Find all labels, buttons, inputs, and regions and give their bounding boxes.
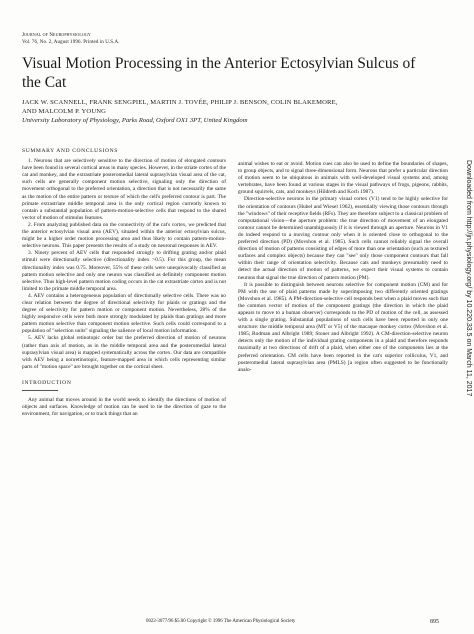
authors-line-2: AND MALCOLM P. YOUNG (22, 107, 107, 115)
heading-rule (22, 390, 58, 391)
journal-header (22, 33, 120, 46)
summary-item: 2. From analyzing published data on the connectivity of the cat's cortex, we predicted that the anterior ectosylvian visual area (AEV), situated within the anterior ectosylvian sulcus, might be a higher order motion processing area and thus likely to contain pattern-motion-selective neurons. This paper presents the results of a study on neuronal responses in AEV. (22, 221, 226, 250)
authors-line-1: JACK W. SCANNELL, FRANK SENGPIEL, MARTIN J. TOVÉE, PHILIP J. BENSON, COLIN BLAKEMORE, (22, 99, 338, 106)
download-note-text[interactable]: Downloaded from http://jn.physiology.org/ by 10.220.33.5 on March 11, 2017 (465, 160, 472, 397)
summary-item: 3. Ninety percent of AEV cells that responded strongly to drifting grating and/or plaid stimuli were directionally selective (directionality index >0.5). For this group, the mean directionality index was 0.75. Moreover, 55% of these cells were unequivocally classified as pattern motion selective and only one neuron was classified as definitely component motion selective. Thus high-level pattern motion coding occurs in the cat extrastriate cortex and is not limited to the primate middle temporal area. (22, 250, 226, 292)
author-list (22, 99, 432, 116)
summary-item: 1. Neurons that are selectively sensitive to the direction of motion of elongated contours have been found in several cortical areas in many species. However, in the striate cortex of the cat and monkey, and the extrastriate posteromedial lateral suprasylvian visual area of the cat, such cells are generally component motion selective, signaling only the direction of movement orthogonal to the preferred orientation, a direction that is not necessarily the same as the motion of the entire pattern or texture of which the cell's preferred contour is part. The primate extrastriate middle temporal area is the only cortical region currently known to contain a substantial population of pattern-motion-selective cells that respond to the shared vector of motion of stimulus features. (22, 158, 226, 221)
right-column (238, 161, 448, 374)
summary-item: 4. AEV contains a heterogeneous population of directionally selective cells. There was no clear relation between the degree of directional selectivity for plaids or gratings and the degree of selectivity for pattern motion or component motion. Nevertheless, 28% of the highly responsive cells were both more strongly modulated by plaids than gratings and more pattern motion selective than component motion selective. Such cells could correspond to a population of "selection units" signaling the salience of local motion information. (22, 292, 226, 335)
body-paragraph: Direction-selective neurons in the primary visual cortex (V1) tend to be highly selective for the orientation of contours (Hubel and Wiesel 1962), essentially viewing those contours through the "windows" of their receptive fields (RFs). They are therefore subject to a classical problem of computational vision—the aperture problem: the true direction of movement of an elongated contour cannot be determined unambiguously if it is viewed through an aperture. Neurons in V1 do indeed respond to a moving contour only when it is oriented close to orthogonal to the preferred direction (PD) (Movshon et al. 1985). Such cells cannot reliably signal the overall direction of motion of patterns consisting of edges of more than one orientation (such as textured surfaces and complex objects) because they can "see" only those component contours that fall within their range of orientation selectivity. Because cats and monkeys presumably need to detect the actual direction of motion of patterns, we expect their visual systems to contain neurons that signal the true direction of pattern motion (PM). (238, 196, 448, 281)
left-column (22, 148, 226, 418)
body-paragraph: It is possible to distinguish between neurons selective for component motion (CM) and for PM with the use of plaid patterns made by superimposing two differently oriented gratings (Movshon et al. 1985). A PM-direction-selective cell responds best when a plaid moves such that the common vector of motion of the component gratings (the direction in which the plaid appears to move to a human observer) corresponds to the PD of motion of the cell, as assessed with a single grating. Substantial populations of such cells have been reported in only one structure: the middle temporal area (MT or V5) of the macaque monkey cortex (Movshon et al. 1985; Rodman and Albright 1989; Stoner and Albright 1992). A CM-direction-selective neuron detects only the motion of the individual grating components in a plaid and therefore responds maximally at two directions of drift of a plaid, when either one of the components lies at the preferred orientation. CM cells have been reported in the cat's superior colliculus, V1, and posteromedial lateral suprasylvian area (PMLS) [a region often suggested to be functionally analo- (238, 281, 448, 373)
page-number: 895 (430, 619, 439, 625)
body-paragraph: animal wishes to eat or avoid. Motion cues can also be used to define the boundaries of shapes, to group objects, and to signal three-dimensional form. Neurons that prefer a particular direction of motion seem to be ubiquitous in animals with well-developed visual systems and, among vertebrates, have been found at various stages in the visual pathways of frogs, pigeons, rabbits, ground squirrels, cats, and monkeys (Hildreth and Koch 1987). (238, 161, 448, 196)
download-watermark (460, 160, 474, 615)
article-title: Visual Motion Processing in the Anterior Ectosylvian Sulcus of the Cat (22, 55, 416, 91)
summary-heading: SUMMARY AND CONCLUSIONS (22, 148, 118, 154)
affiliation: University Laboratory of Physiology, Parks Road, Oxford OX1 3PT, United Kingdom (22, 117, 248, 124)
introduction-heading: INTRODUCTION (22, 379, 72, 386)
copyright-line: 0022-3077/96 $5.00 Copyright © 1996 The American Physiological Society (146, 619, 296, 624)
journal-issue: Vol. 76, No. 2, August 1996. Printed in U.S.A. (22, 39, 120, 45)
introduction-paragraph: Any animal that moves around in the world needs to identify the directions of motion of objects and surfaces. Knowledge of motion can be used to tie the direction of gaze to the environment, for navigation, or to track things that an (22, 397, 226, 418)
summary-item: 5. AEV lacks global retinotopic order but the preferred direction of motion of neurons (rather than axis of motion, as in the middle temporal area and the posteromedial lateral suprasylvian visual area) is mapped systematically across the cortex. Our data are compatible with AEV being a nonretinotopic, feature-mapped area in which cells representing similar parts of "motion space" are brought together on the cortical sheet. (22, 335, 226, 370)
section-gap (22, 371, 226, 380)
journal-name: Journal of Neurophysiology (22, 33, 91, 38)
